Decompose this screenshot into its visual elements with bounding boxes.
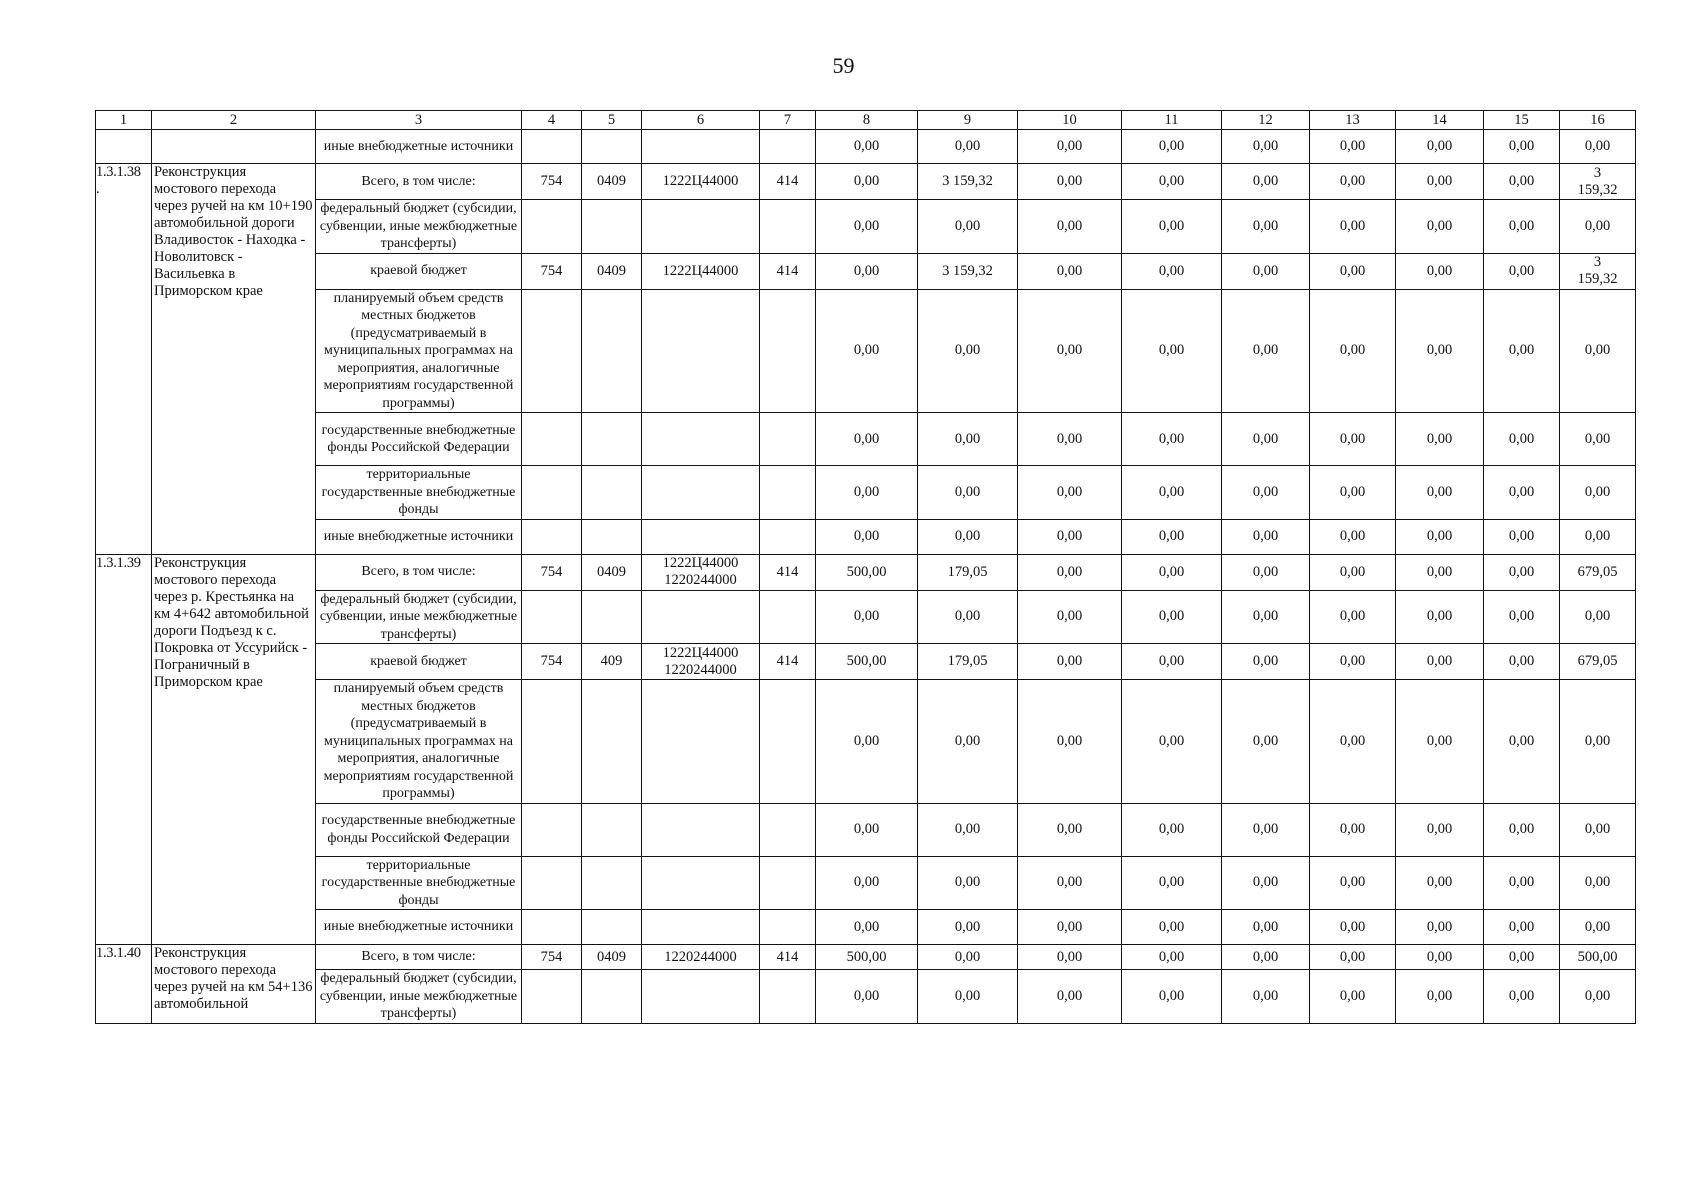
amount-cell: 0,00 bbox=[1222, 200, 1310, 254]
code-cell: 754 bbox=[522, 253, 582, 289]
amount-cell: 0,00 bbox=[1122, 590, 1222, 644]
code-cell: 754 bbox=[522, 164, 582, 200]
amount-cell: 0,00 bbox=[1122, 519, 1222, 554]
amount-cell: 0,00 bbox=[1484, 164, 1560, 200]
amount-cell: 0,00 bbox=[1018, 680, 1122, 804]
table-row bbox=[96, 856, 1636, 910]
amount-cell: 0,00 bbox=[1396, 519, 1484, 554]
amount-cell: 0,00 bbox=[1222, 590, 1310, 644]
amount-cell: 0,00 bbox=[1122, 466, 1222, 520]
header-cell: 1 bbox=[96, 111, 152, 130]
amount-cell: 0,00 bbox=[1396, 554, 1484, 590]
code-cell bbox=[760, 519, 816, 554]
code-cell bbox=[642, 466, 760, 520]
table-row bbox=[96, 644, 1636, 680]
amount-cell: 0,00 bbox=[1122, 945, 1222, 970]
amount-cell: 0,00 bbox=[1018, 644, 1122, 680]
amount-cell: 0,00 bbox=[918, 200, 1018, 254]
header-cell: 5 bbox=[582, 111, 642, 130]
amount-cell: 0,00 bbox=[1396, 164, 1484, 200]
amount-cell: 0,00 bbox=[1018, 970, 1122, 1024]
table-row bbox=[96, 680, 1636, 804]
amount-cell: 0,00 bbox=[1484, 803, 1560, 856]
amount-cell: 0,00 bbox=[1484, 680, 1560, 804]
amount-cell: 0,00 bbox=[1310, 519, 1396, 554]
code-cell bbox=[522, 590, 582, 644]
funding-source-cell: Всего, в том числе: bbox=[316, 164, 522, 200]
amount-cell: 0,00 bbox=[1484, 970, 1560, 1024]
amount-cell: 0,00 bbox=[1122, 200, 1222, 254]
amount-cell: 0,00 bbox=[816, 910, 918, 945]
amount-cell: 0,00 bbox=[1018, 910, 1122, 945]
amount-cell: 0,00 bbox=[1222, 803, 1310, 856]
amount-cell: 0,00 bbox=[1222, 644, 1310, 680]
amount-cell: 0,00 bbox=[1122, 130, 1222, 164]
header-cell: 15 bbox=[1484, 111, 1560, 130]
amount-cell: 0,00 bbox=[1560, 413, 1636, 466]
amount-cell: 0,00 bbox=[816, 413, 918, 466]
header-cell: 9 bbox=[918, 111, 1018, 130]
funding-source-cell: иные внебюджетные источники bbox=[316, 130, 522, 164]
amount-cell: 0,00 bbox=[1222, 554, 1310, 590]
code-cell: 409 bbox=[582, 644, 642, 680]
header-cell: 8 bbox=[816, 111, 918, 130]
amount-cell: 0,00 bbox=[1122, 253, 1222, 289]
amount-cell: 0,00 bbox=[1484, 554, 1560, 590]
amount-cell: 0,00 bbox=[816, 803, 918, 856]
funding-source-cell: государственные внебюджетные фонды Российской Федерации bbox=[316, 413, 522, 466]
amount-cell: 3 159,32 bbox=[918, 164, 1018, 200]
header-cell: 16 bbox=[1560, 111, 1636, 130]
item-name-cell bbox=[152, 130, 316, 164]
amount-cell: 0,00 bbox=[1122, 554, 1222, 590]
amount-cell: 0,00 bbox=[1122, 289, 1222, 413]
amount-cell: 0,00 bbox=[1396, 590, 1484, 644]
funding-source-cell: территориальные государственные внебюджетные фонды bbox=[316, 856, 522, 910]
code-cell bbox=[582, 590, 642, 644]
amount-cell: 0,00 bbox=[1122, 413, 1222, 466]
item-number-cell: 1.3.1.39 bbox=[96, 554, 152, 945]
column-number-header-row bbox=[96, 111, 1636, 130]
code-cell: 0409 bbox=[582, 164, 642, 200]
code-cell bbox=[522, 803, 582, 856]
amount-cell: 0,00 bbox=[1484, 466, 1560, 520]
code-cell bbox=[522, 413, 582, 466]
table-row bbox=[96, 970, 1636, 1024]
code-cell bbox=[582, 680, 642, 804]
amount-cell: 0,00 bbox=[1018, 554, 1122, 590]
amount-cell: 0,00 bbox=[1484, 910, 1560, 945]
amount-cell: 0,00 bbox=[816, 519, 918, 554]
code-cell: 754 bbox=[522, 945, 582, 970]
amount-cell: 0,00 bbox=[1310, 680, 1396, 804]
code-cell bbox=[522, 680, 582, 804]
amount-cell: 0,00 bbox=[918, 590, 1018, 644]
amount-cell: 0,00 bbox=[1396, 970, 1484, 1024]
amount-cell: 0,00 bbox=[1018, 164, 1122, 200]
amount-cell: 0,00 bbox=[1396, 644, 1484, 680]
code-cell bbox=[760, 200, 816, 254]
amount-cell: 500,00 bbox=[1560, 945, 1636, 970]
amount-cell: 0,00 bbox=[1222, 945, 1310, 970]
header-cell: 4 bbox=[522, 111, 582, 130]
code-cell bbox=[582, 910, 642, 945]
amount-cell: 0,00 bbox=[1484, 644, 1560, 680]
amount-cell: 0,00 bbox=[1310, 644, 1396, 680]
code-cell bbox=[642, 590, 760, 644]
amount-cell: 0,00 bbox=[1396, 856, 1484, 910]
funding-source-cell: федеральный бюджет (субсидии, субвенции, иные межбюджетные трансферты) bbox=[316, 200, 522, 254]
amount-cell: 0,00 bbox=[1018, 289, 1122, 413]
code-cell bbox=[760, 590, 816, 644]
code-cell bbox=[522, 466, 582, 520]
amount-cell: 0,00 bbox=[1222, 164, 1310, 200]
amount-cell: 0,00 bbox=[1122, 970, 1222, 1024]
header-cell: 6 bbox=[642, 111, 760, 130]
code-cell bbox=[522, 856, 582, 910]
amount-cell: 0,00 bbox=[1560, 803, 1636, 856]
amount-cell: 679,05 bbox=[1560, 644, 1636, 680]
funding-source-cell: краевой бюджет bbox=[316, 253, 522, 289]
amount-cell: 0,00 bbox=[918, 413, 1018, 466]
amount-cell: 0,00 bbox=[1484, 945, 1560, 970]
amount-cell: 0,00 bbox=[1396, 200, 1484, 254]
code-cell bbox=[760, 856, 816, 910]
code-cell bbox=[642, 856, 760, 910]
code-cell bbox=[582, 970, 642, 1024]
header-cell: 11 bbox=[1122, 111, 1222, 130]
amount-cell: 0,00 bbox=[1560, 856, 1636, 910]
amount-cell: 0,00 bbox=[816, 253, 918, 289]
code-cell bbox=[522, 970, 582, 1024]
amount-cell: 0,00 bbox=[1396, 680, 1484, 804]
code-cell: 0409 bbox=[582, 253, 642, 289]
item-number-cell: 1.3.1.40 bbox=[96, 945, 152, 1024]
item-name-cell: Реконструкция мостового перехода через р. Крестьянка на км 4+642 автомобильной дороги Подъезд к с. Покровка от Уссурийск - Пограничный в Приморском крае bbox=[152, 554, 316, 945]
code-cell bbox=[642, 680, 760, 804]
amount-cell: 0,00 bbox=[1560, 680, 1636, 804]
code-cell bbox=[582, 130, 642, 164]
amount-cell: 0,00 bbox=[1222, 253, 1310, 289]
amount-cell: 0,00 bbox=[1122, 803, 1222, 856]
amount-cell: 0,00 bbox=[1560, 970, 1636, 1024]
amount-cell: 0,00 bbox=[1310, 554, 1396, 590]
amount-cell: 0,00 bbox=[1222, 413, 1310, 466]
code-cell: 754 bbox=[522, 644, 582, 680]
header-cell: 10 bbox=[1018, 111, 1122, 130]
funding-source-cell: территориальные государственные внебюджетные фонды bbox=[316, 466, 522, 520]
table-row bbox=[96, 554, 1636, 590]
amount-cell: 0,00 bbox=[1560, 519, 1636, 554]
amount-cell: 0,00 bbox=[1018, 945, 1122, 970]
amount-cell: 0,00 bbox=[1396, 253, 1484, 289]
funding-source-cell: иные внебюджетные источники bbox=[316, 910, 522, 945]
amount-cell: 0,00 bbox=[1310, 910, 1396, 945]
amount-cell: 0,00 bbox=[918, 803, 1018, 856]
amount-cell: 0,00 bbox=[816, 289, 918, 413]
item-name-cell: Реконструкция мостового перехода через ручей на км 10+190 автомобильной дороги Владивосток - Находка - Новолитовск - Васильевка в Приморском крае bbox=[152, 164, 316, 555]
code-cell bbox=[522, 130, 582, 164]
code-cell bbox=[642, 200, 760, 254]
table-row bbox=[96, 289, 1636, 413]
code-cell bbox=[642, 413, 760, 466]
funding-source-cell: Всего, в том числе: bbox=[316, 554, 522, 590]
funding-source-cell: планируемый объем средств местных бюджетов (предусматриваемый в муниципальных программах на мероприятия, аналогичные мероприятиям государственной программы) bbox=[316, 680, 522, 804]
table-row bbox=[96, 413, 1636, 466]
amount-cell: 0,00 bbox=[1310, 253, 1396, 289]
amount-cell: 0,00 bbox=[1484, 590, 1560, 644]
amount-cell: 0,00 bbox=[1310, 803, 1396, 856]
amount-cell: 0,00 bbox=[1222, 970, 1310, 1024]
amount-cell: 0,00 bbox=[1396, 945, 1484, 970]
amount-cell: 0,00 bbox=[1222, 519, 1310, 554]
amount-cell: 0,00 bbox=[1122, 644, 1222, 680]
code-cell bbox=[582, 466, 642, 520]
amount-cell: 3 159,32 bbox=[1560, 164, 1636, 200]
amount-cell: 0,00 bbox=[1560, 910, 1636, 945]
code-cell bbox=[522, 910, 582, 945]
amount-cell: 0,00 bbox=[816, 130, 918, 164]
amount-cell: 0,00 bbox=[1484, 130, 1560, 164]
table-row bbox=[96, 200, 1636, 254]
amount-cell: 0,00 bbox=[1396, 466, 1484, 520]
amount-cell: 0,00 bbox=[816, 680, 918, 804]
funding-source-cell: планируемый объем средств местных бюджетов (предусматриваемый в муниципальных программах на мероприятия, аналогичные мероприятиям государственной программы) bbox=[316, 289, 522, 413]
amount-cell: 0,00 bbox=[1560, 200, 1636, 254]
header-cell: 12 bbox=[1222, 111, 1310, 130]
code-cell bbox=[760, 466, 816, 520]
amount-cell: 0,00 bbox=[1018, 200, 1122, 254]
amount-cell: 179,05 bbox=[918, 644, 1018, 680]
amount-cell: 0,00 bbox=[1222, 680, 1310, 804]
amount-cell: 0,00 bbox=[1018, 856, 1122, 910]
amount-cell: 0,00 bbox=[1560, 466, 1636, 520]
funding-source-cell: федеральный бюджет (субсидии, субвенции, иные межбюджетные трансферты) bbox=[316, 590, 522, 644]
header-cell: 13 bbox=[1310, 111, 1396, 130]
item-number-cell bbox=[96, 130, 152, 164]
amount-cell: 0,00 bbox=[1560, 289, 1636, 413]
funding-source-cell: государственные внебюджетные фонды Российской Федерации bbox=[316, 803, 522, 856]
amount-cell: 0,00 bbox=[1122, 910, 1222, 945]
amount-cell: 0,00 bbox=[1222, 466, 1310, 520]
amount-cell: 0,00 bbox=[1310, 413, 1396, 466]
amount-cell: 0,00 bbox=[1310, 945, 1396, 970]
code-cell: 0409 bbox=[582, 945, 642, 970]
header-cell: 7 bbox=[760, 111, 816, 130]
amount-cell: 0,00 bbox=[1222, 856, 1310, 910]
code-cell: 414 bbox=[760, 644, 816, 680]
amount-cell: 0,00 bbox=[1310, 590, 1396, 644]
amount-cell: 0,00 bbox=[1560, 590, 1636, 644]
amount-cell: 0,00 bbox=[816, 970, 918, 1024]
amount-cell: 0,00 bbox=[1484, 253, 1560, 289]
amount-cell: 0,00 bbox=[1122, 680, 1222, 804]
table-row bbox=[96, 164, 1636, 200]
code-cell bbox=[642, 970, 760, 1024]
amount-cell: 0,00 bbox=[1222, 910, 1310, 945]
amount-cell: 0,00 bbox=[918, 680, 1018, 804]
code-cell bbox=[582, 519, 642, 554]
amount-cell: 0,00 bbox=[918, 856, 1018, 910]
table-row bbox=[96, 466, 1636, 520]
amount-cell: 0,00 bbox=[816, 200, 918, 254]
amount-cell: 0,00 bbox=[1018, 466, 1122, 520]
funding-source-cell: федеральный бюджет (субсидии, субвенции, иные межбюджетные трансферты) bbox=[316, 970, 522, 1024]
code-cell bbox=[760, 130, 816, 164]
table-row bbox=[96, 945, 1636, 970]
code-cell bbox=[642, 910, 760, 945]
code-cell: 414 bbox=[760, 945, 816, 970]
code-cell bbox=[760, 413, 816, 466]
amount-cell: 0,00 bbox=[918, 945, 1018, 970]
amount-cell: 0,00 bbox=[918, 130, 1018, 164]
amount-cell: 500,00 bbox=[816, 945, 918, 970]
amount-cell: 0,00 bbox=[816, 466, 918, 520]
amount-cell: 0,00 bbox=[918, 970, 1018, 1024]
code-cell: 1222Ц44000 bbox=[642, 253, 760, 289]
amount-cell: 500,00 bbox=[816, 644, 918, 680]
amount-cell: 0,00 bbox=[918, 910, 1018, 945]
funding-source-cell: Всего, в том числе: bbox=[316, 945, 522, 970]
amount-cell: 3 159,32 bbox=[1560, 253, 1636, 289]
code-cell bbox=[642, 519, 760, 554]
amount-cell: 0,00 bbox=[918, 289, 1018, 413]
header-cell: 14 bbox=[1396, 111, 1484, 130]
amount-cell: 0,00 bbox=[1310, 970, 1396, 1024]
amount-cell: 0,00 bbox=[918, 466, 1018, 520]
funding-source-cell: краевой бюджет bbox=[316, 644, 522, 680]
code-cell: 754 bbox=[522, 554, 582, 590]
amount-cell: 0,00 bbox=[1310, 856, 1396, 910]
code-cell: 1222Ц44000 1220244000 bbox=[642, 554, 760, 590]
table-row bbox=[96, 519, 1636, 554]
code-cell: 1222Ц44000 1220244000 bbox=[642, 644, 760, 680]
page-number: 59 bbox=[832, 53, 855, 78]
code-cell bbox=[522, 519, 582, 554]
code-cell bbox=[760, 970, 816, 1024]
code-cell bbox=[522, 289, 582, 413]
amount-cell: 0,00 bbox=[1310, 289, 1396, 413]
amount-cell: 0,00 bbox=[1484, 413, 1560, 466]
header-cell: 2 bbox=[152, 111, 316, 130]
amount-cell: 0,00 bbox=[1018, 519, 1122, 554]
amount-cell: 0,00 bbox=[1484, 289, 1560, 413]
code-cell: 1222Ц44000 bbox=[642, 164, 760, 200]
code-cell bbox=[582, 856, 642, 910]
item-number-cell: 1.3.1.38 . bbox=[96, 164, 152, 555]
amount-cell: 0,00 bbox=[1222, 289, 1310, 413]
code-cell: 414 bbox=[760, 253, 816, 289]
code-cell: 414 bbox=[760, 164, 816, 200]
code-cell bbox=[582, 413, 642, 466]
code-cell bbox=[642, 803, 760, 856]
item-name-cell: Реконструкция мостового перехода через ручей на км 54+136 автомобильной bbox=[152, 945, 316, 1024]
amount-cell: 0,00 bbox=[1222, 130, 1310, 164]
amount-cell: 0,00 bbox=[1484, 200, 1560, 254]
code-cell: 1220244000 bbox=[642, 945, 760, 970]
amount-cell: 500,00 bbox=[816, 554, 918, 590]
budget-table bbox=[95, 110, 1636, 1024]
amount-cell: 0,00 bbox=[1484, 856, 1560, 910]
amount-cell: 0,00 bbox=[816, 164, 918, 200]
amount-cell: 0,00 bbox=[1310, 130, 1396, 164]
code-cell bbox=[760, 680, 816, 804]
code-cell bbox=[582, 803, 642, 856]
amount-cell: 0,00 bbox=[816, 856, 918, 910]
code-cell bbox=[582, 289, 642, 413]
amount-cell: 179,05 bbox=[918, 554, 1018, 590]
code-cell: 0409 bbox=[582, 554, 642, 590]
amount-cell: 0,00 bbox=[1310, 164, 1396, 200]
code-cell bbox=[642, 130, 760, 164]
amount-cell: 0,00 bbox=[1310, 200, 1396, 254]
amount-cell: 0,00 bbox=[1018, 590, 1122, 644]
code-cell: 414 bbox=[760, 554, 816, 590]
amount-cell: 0,00 bbox=[1396, 803, 1484, 856]
amount-cell: 0,00 bbox=[918, 519, 1018, 554]
code-cell bbox=[642, 289, 760, 413]
amount-cell: 0,00 bbox=[1560, 130, 1636, 164]
amount-cell: 0,00 bbox=[1484, 519, 1560, 554]
amount-cell: 0,00 bbox=[1396, 130, 1484, 164]
code-cell bbox=[760, 803, 816, 856]
table-row bbox=[96, 910, 1636, 945]
amount-cell: 0,00 bbox=[1396, 289, 1484, 413]
amount-cell: 0,00 bbox=[816, 590, 918, 644]
amount-cell: 0,00 bbox=[1018, 253, 1122, 289]
table-row bbox=[96, 590, 1636, 644]
amount-cell: 0,00 bbox=[1310, 466, 1396, 520]
amount-cell: 679,05 bbox=[1560, 554, 1636, 590]
funding-source-cell: иные внебюджетные источники bbox=[316, 519, 522, 554]
code-cell bbox=[760, 289, 816, 413]
amount-cell: 0,00 bbox=[1018, 803, 1122, 856]
amount-cell: 3 159,32 bbox=[918, 253, 1018, 289]
header-cell: 3 bbox=[316, 111, 522, 130]
amount-cell: 0,00 bbox=[1396, 910, 1484, 945]
code-cell bbox=[582, 200, 642, 254]
amount-cell: 0,00 bbox=[1122, 856, 1222, 910]
amount-cell: 0,00 bbox=[1018, 130, 1122, 164]
table-row bbox=[96, 130, 1636, 164]
code-cell bbox=[760, 910, 816, 945]
table-row bbox=[96, 803, 1636, 856]
table-row bbox=[96, 253, 1636, 289]
code-cell bbox=[522, 200, 582, 254]
amount-cell: 0,00 bbox=[1396, 413, 1484, 466]
amount-cell: 0,00 bbox=[1018, 413, 1122, 466]
amount-cell: 0,00 bbox=[1122, 164, 1222, 200]
